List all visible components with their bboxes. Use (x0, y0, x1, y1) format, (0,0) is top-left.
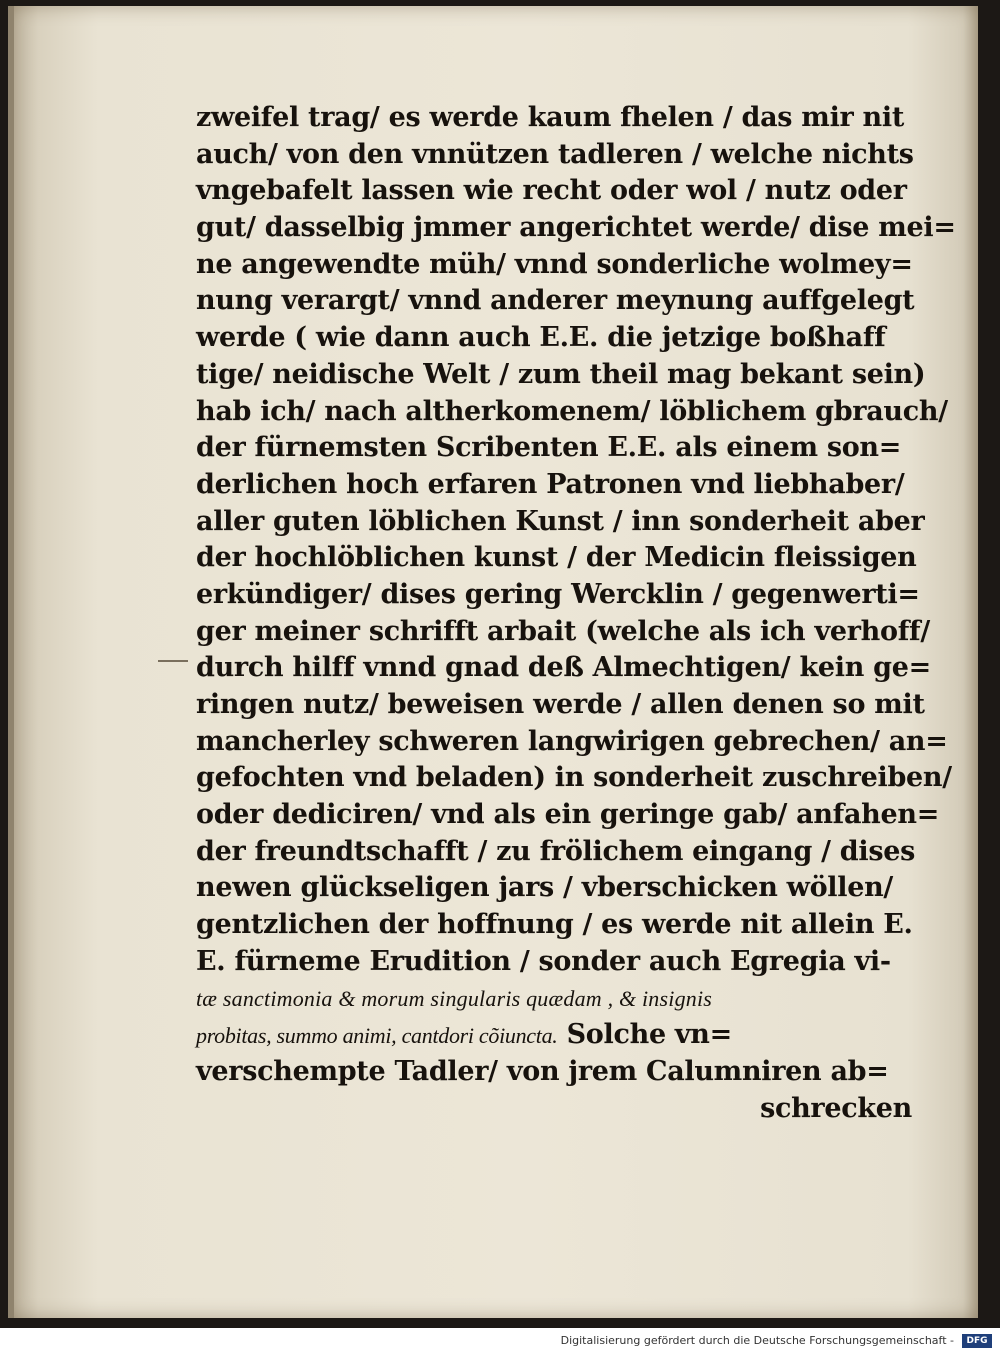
text-line: auch/ von den vnnützen tadleren / welche nichts (196, 138, 914, 170)
text-line: ne angewendte müh/ vnnd sonderliche wolmey= (196, 248, 913, 280)
text-line: gut/ dasselbig jmmer angerichtet werde/ dise mei= (196, 212, 956, 244)
text-line: durch hilff vnnd gnad deß Almechtigen/ kein ge= (196, 652, 931, 684)
text-line: gentzlichen der hoffnung / es werde nit allein E. (196, 909, 913, 941)
text-line: nung verargt/ vnnd anderer meynung auffgelegt (196, 285, 915, 317)
text-line: der hochlöblichen kunst / der Medicin fleissigen (196, 542, 917, 574)
catchword: schrecken (760, 1092, 912, 1124)
text-line: werde ( wie dann auch E.E. die jetzige boßhaff (196, 322, 886, 354)
text-line: tige/ neidische Welt / zum theil mag bekant sein) (196, 358, 926, 390)
footer-bar (0, 1328, 1000, 1354)
text-line: aller guten löblichen Kunst / inn sonderheit aber (196, 505, 925, 537)
text-line: der fürnemsten Scribenten E.E. als einem son= (196, 432, 902, 464)
text-line-mixed (196, 1017, 916, 1054)
text-inline: Solche vn= (566, 1019, 732, 1051)
text-line: E. fürneme Erudition / sonder auch Egregia vi- (196, 945, 891, 977)
latin-text-line: tæ sanctimonia & morum singularis quædam , & insignis (196, 985, 713, 1011)
text-line: ger meiner schrifft arbait (welche als ich verhoff/ (196, 615, 930, 647)
text-line: ringen nutz/ beweisen werde / allen denen so mit (196, 689, 925, 720)
funding-credit: Digitalisierung gefördert durch die Deutsche Forschungsgemeinschaft - (560, 1334, 954, 1347)
text-line: derlichen hoch erfaren Patronen vnd liebhaber/ (196, 468, 905, 500)
text-line: zweifel trag/ es werde kaum fhelen / das mir nit (196, 102, 905, 133)
text-line: newen glückseligen jars / vberschicken wöllen/ (196, 872, 893, 904)
dfg-logo: DFG (962, 1334, 992, 1348)
page-text (196, 100, 956, 1127)
text-line: oder dediciren/ vnd als ein geringe gab/ anfahen= (196, 799, 940, 831)
text-line: mancherley schweren langwirigen gebrechen/ an= (196, 725, 948, 757)
text-line: erkündiger/ dises gering Wercklin / gegenwerti= (196, 578, 920, 610)
page-edge (8, 6, 14, 1318)
text-line: der freundtschafft / zu frölichem eingang / dises (196, 835, 916, 867)
margin-mark (158, 660, 188, 662)
text-line: gefochten vnd beladen) in sonderheit zuschreiben/ (196, 762, 952, 794)
text-line: vngebafelt lassen wie recht oder wol / nutz oder (196, 175, 907, 207)
latin-text-inline: probitas, summo animi, cantdori cõiuncta. (196, 1023, 558, 1049)
text-line: hab ich/ nach altherkomenem/ löblichem gbrauch/ (196, 395, 948, 427)
text-line: verschempte Tadler/ von jrem Calumniren ab= (196, 1055, 889, 1087)
